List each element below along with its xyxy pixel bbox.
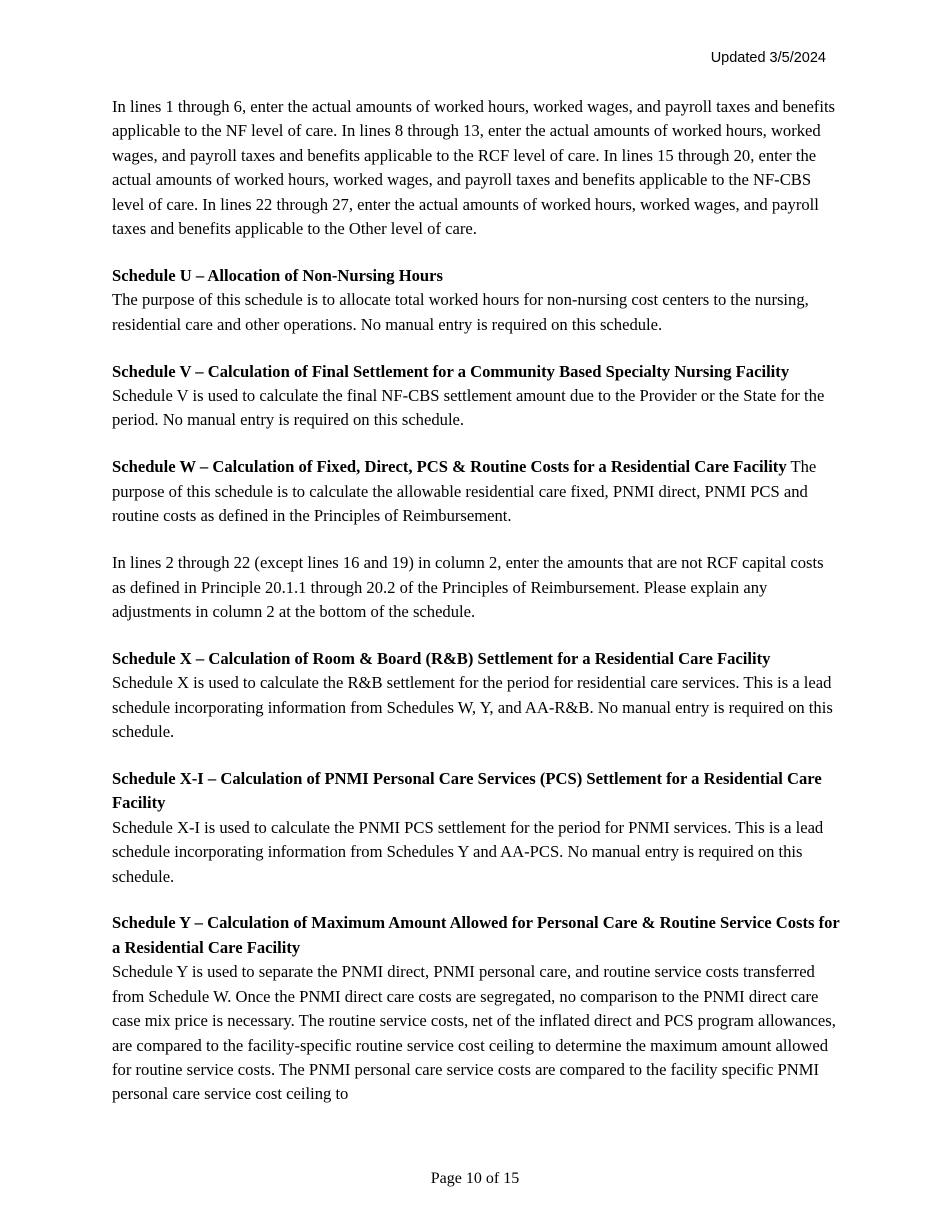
schedule-w-section [112,455,840,528]
updated-date: Updated 3/5/2024 [710,50,826,66]
schedule-u-section [112,264,840,337]
schedule-x-body: Schedule X is used to calculate the R&B settlement for the period for residential care services. This is a lead schedule incorporating information from Schedules W, Y, and AA-R&B. No manual entry is required on this schedule. [112,673,833,742]
intro-paragraph: In lines 1 through 6, enter the actual amounts of worked hours, worked wages, and payroll taxes and benefits applicable to the NF level of care. In lines 8 through 13, enter the actual amounts of worked hours, worked wages, and payroll taxes and benefits applicable to the RCF level of care. In lines 15 through 20, enter the actual amounts of worked hours, worked wages, and payroll taxes and benefits applicable to the NF-CBS level of care. In lines 22 through 27, enter the actual amounts of worked hours, worked wages, and payroll taxes and benefits applicable to the Other level of care. [112,97,836,239]
schedule-v-body: Schedule V is used to calculate the final NF-CBS settlement amount due to the Provider or the State for the period. No manual entry is required on this schedule. [112,386,825,430]
schedule-w-note: In lines 2 through 22 (except lines 16 and 19) in column 2, enter the amounts that are not RCF capital costs as defined in Principle 20.1.1 through 20.2 of the Principles of Reimbursement. Please explain any adjustments in column 2 at the bottom of the schedule. [112,553,824,621]
schedule-x-title: Schedule X – Calculation of Room & Board (R&B) Settlement for a Residential Care Facility [112,648,771,668]
page-number: Page 10 of 15 [430,1170,520,1187]
schedule-xi-body: Schedule X-I is used to calculate the PNMI PCS settlement for the period for PNMI services. This is a lead schedule incorporating information from Schedules Y and AA-PCS. No manual entry is required on this schedule. [112,817,824,886]
schedule-y-title: Schedule Y – Calculation of Maximum Amount Allowed for Personal Care & Routine Service Costs for a Residential Care Facility [112,913,840,957]
page-content [112,95,840,1129]
schedule-u-title: Schedule U – Allocation of Non-Nursing Hours [112,265,443,285]
schedule-x-section [112,647,840,745]
schedule-w-title: Schedule W – Calculation of Fixed, Direct, PCS & Routine Costs for a Residential Care Facility [112,457,787,477]
schedule-v-title: Schedule V – Calculation of Final Settlement for a Community Based Specialty Nursing Facility [112,361,790,381]
schedule-xi-title: Schedule X-I – Calculation of PNMI Personal Care Services (PCS) Settlement for a Residential Care Facility [112,768,822,813]
schedule-xi-section [112,767,840,889]
schedule-y-section [112,911,840,1106]
schedule-y-body: Schedule Y is used to separate the PNMI direct, PNMI personal care, and routine service costs transferred from Schedule W. Once the PNMI direct care costs are segregated, no comparison to the PNMI direct care case mix price is necessary. The routine service costs, net of the inflated direct and PCS program allowances, are compared to the facility-specific routine service cost ceiling to determine the maximum amount allowed for routine service costs. The PNMI personal care service costs are compared to the facility specific PNMI personal care service cost ceiling to [112,962,836,1104]
schedule-v-section [112,360,840,433]
schedule-u-body: The purpose of this schedule is to allocate total worked hours for non-nursing cost centers to the nursing, residential care and other operations. No manual entry is required on this schedule. [112,290,809,334]
schedule-w-body: The purpose of this schedule is to calculate the allowable residential care fixed, PNMI direct, PNMI PCS and routine costs as defined in the Principles of Reimbursement. [112,457,817,526]
